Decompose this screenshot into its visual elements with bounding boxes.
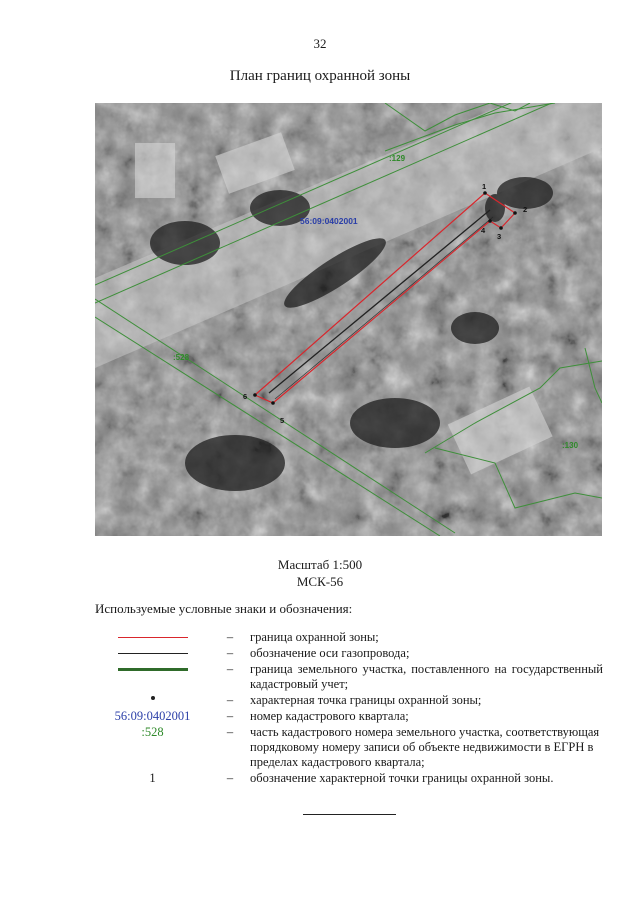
legend-dash: – <box>226 646 234 660</box>
crs-text: МСК-56 <box>296 574 344 589</box>
legend-dash: – <box>226 771 234 785</box>
legend-text: номер кадастрового квартала; <box>250 709 409 723</box>
legend-item-quarter-number <box>95 709 603 724</box>
legend-item-characteristic-point <box>95 693 603 708</box>
legend-text: характерная точка границы охранной зоны; <box>250 693 482 707</box>
point-label-4: 4 <box>481 226 486 235</box>
point-2-marker <box>513 211 517 215</box>
footer-rule <box>303 814 396 815</box>
page-title: План границ охранной зоны <box>229 68 411 84</box>
point-5-marker <box>271 401 275 405</box>
legend-item-parcel-number <box>95 725 603 770</box>
boundary-plan-map <box>95 103 602 536</box>
page-number: 32 <box>313 36 327 51</box>
point-3-marker <box>499 226 503 230</box>
legend-symbol-red-line <box>95 630 210 645</box>
point-label-2: 2 <box>523 205 528 214</box>
legend-item-gas-axis <box>95 646 603 661</box>
parcel-label-528: :528 <box>173 353 190 362</box>
map-canvas <box>95 103 602 536</box>
legend-item-parcel-border <box>95 662 603 692</box>
legend-symbol-dot <box>95 693 210 708</box>
legend-symbol-point-number: 1 <box>149 771 156 785</box>
legend-dash: – <box>226 630 234 644</box>
legend-dash: – <box>226 662 234 676</box>
legend-dash: – <box>226 693 234 707</box>
legend-text: граница охранной зоны; <box>250 630 379 644</box>
legend <box>95 630 603 787</box>
quarter-number-label: 56:09:0402001 <box>300 216 358 226</box>
legend-text: граница земельного участка, поставленного на государственный кадастровый учет; <box>250 662 603 691</box>
point-label-3: 3 <box>497 232 502 241</box>
point-4-marker <box>488 219 492 223</box>
legend-item-point-label <box>95 771 603 786</box>
legend-item-zone-border <box>95 630 603 645</box>
parcel-label-130: :130 <box>562 441 579 450</box>
legend-text: часть кадастрового номера земельного участка, соответствующая порядковому номеру записи об объекте недвижимости в ЕГРН в пределах кадастрового квартала; <box>250 725 600 769</box>
scale-block <box>0 556 640 590</box>
point-1-marker <box>483 191 487 195</box>
legend-dash: – <box>226 725 234 739</box>
legend-text: обозначение оси газопровода; <box>250 646 410 660</box>
point-label-6: 6 <box>243 392 248 401</box>
legend-text: обозначение характерной точки границы охранной зоны. <box>250 771 554 785</box>
point-label-5: 5 <box>280 416 285 425</box>
legend-dash: – <box>226 709 234 723</box>
legend-symbol-black-line <box>95 646 210 661</box>
legend-heading: Используемые условные знаки и обозначения: <box>95 601 353 616</box>
parcel-label-129: :129 <box>389 154 406 163</box>
point-6-marker <box>253 393 257 397</box>
legend-symbol-green-line <box>95 662 210 677</box>
legend-symbol-parcel-number: :528 <box>141 725 164 739</box>
scale-text: Масштаб 1:500 <box>277 557 363 572</box>
point-label-1: 1 <box>482 182 487 191</box>
legend-symbol-quarter-number: 56:09:0402001 <box>114 709 191 723</box>
